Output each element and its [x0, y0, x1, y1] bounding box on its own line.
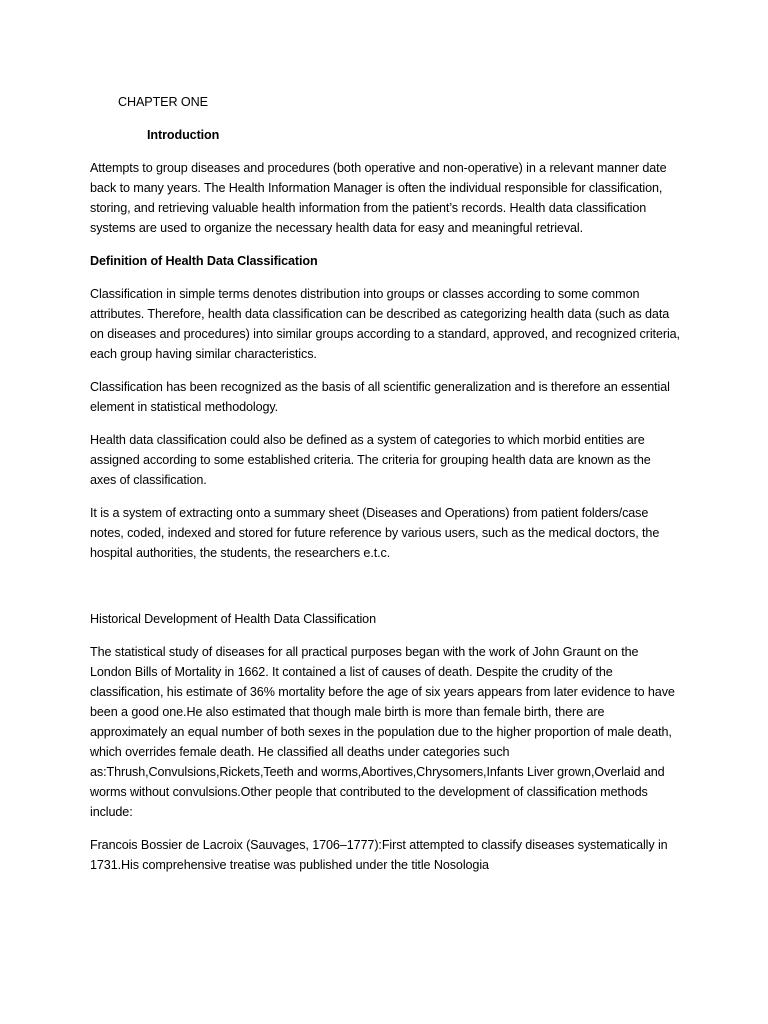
definition-paragraph-3: Health data classification could also be defined as a system of categories to which morbid entities are assigned according to some established criteria. The criteria for grouping health data are known as the axes of classification.: [90, 433, 651, 487]
definition-paragraph-4: It is a system of extracting onto a summary sheet (Diseases and Operations) from patient folders/case notes, coded, indexed and stored for future reference by various users, such as the medical doctors, the hospital authorities, the students, the researchers e.t.c.: [90, 506, 660, 560]
history-paragraph-2: Francois Bossier de Lacroix (Sauvages, 1706–1777):First attempted to classify diseases systematically in 1731.His comprehensive treatise was published under the title Nosologia: [90, 838, 668, 872]
section-spacer: [90, 576, 680, 609]
definition-heading: Definition of Health Data Classification: [90, 254, 318, 268]
chapter-label: CHAPTER ONE: [118, 95, 208, 109]
history-paragraph-1: The statistical study of diseases for all practical purposes began with the work of John Graunt on the London Bills of Mortality in 1662. It contained a list of causes of death. Despite the crudity of the classification, his estimate of 36% mortality before the age of six years appears from later evidence to have been a good one.He also estimated that though male birth is more than female birth, there are approximately an equal number of both sexes in the population due to the higher proportion of male death, which overrides female death. He classified all deaths under categories such as:Thrush,Convulsions,Rickets,Teeth and worms,Abortives,Chrysomers,Infants Liver grown,Overlaid and worms without convulsions.Other people that contributed to the development of classification methods include:: [90, 645, 675, 819]
intro-paragraph: Attempts to group diseases and procedures (both operative and non-operative) in a relevant manner date back to many years. The Health Information Manager is often the individual responsible for classification, storing, and retrieving valuable health information from the patient’s records. Health data classification systems are used to organize the necessary health data for easy and meaningful retrieval.: [90, 161, 667, 235]
document-body: [90, 92, 680, 888]
definition-paragraph-1: Classification in simple terms denotes distribution into groups or classes according to some common attributes. Therefore, health data classification can be described as categorizing health data (such as data on diseases and procedures) into similar groups according to a standard, approved, and recognized criteria, each group having similar characteristics.: [90, 287, 680, 361]
intro-title: Introduction: [147, 128, 220, 142]
history-heading: Historical Development of Health Data Classification: [90, 612, 376, 626]
definition-paragraph-2: Classification has been recognized as the basis of all scientific generalization and is therefore an essential element in statistical methodology.: [90, 380, 670, 414]
